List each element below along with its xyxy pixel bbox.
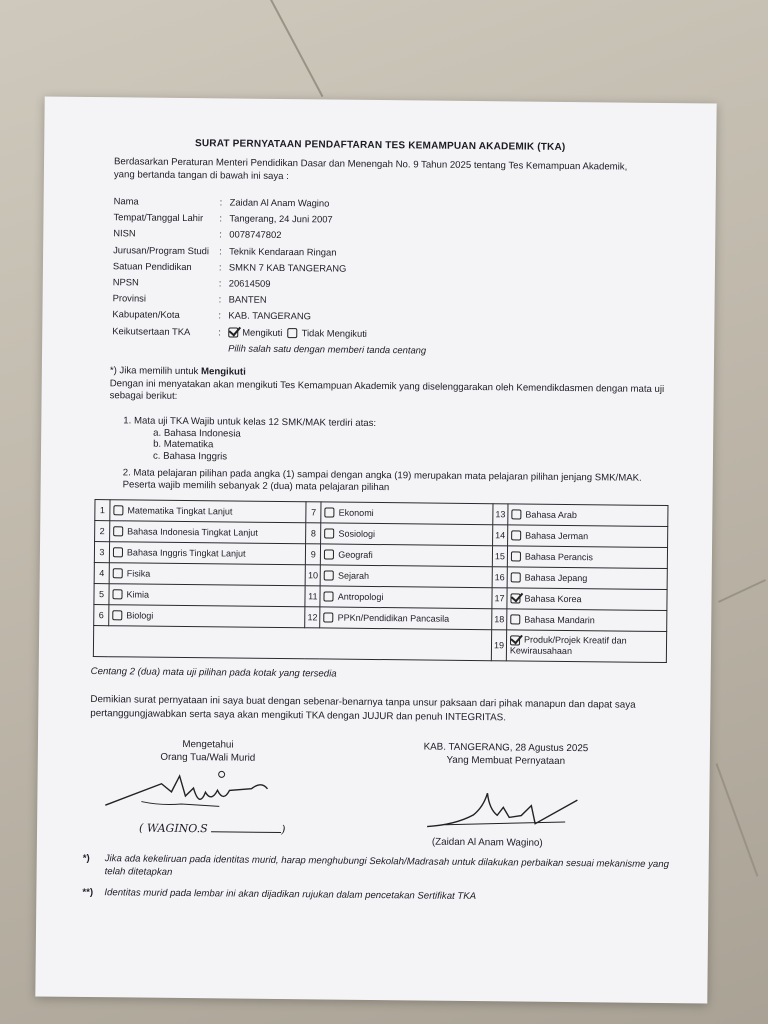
subject-checkbox[interactable] bbox=[324, 549, 334, 559]
tidak-mengikuti-checkbox[interactable] bbox=[288, 328, 298, 338]
student-signature-block: KAB. TANGERANG, 28 Agustus 2025 Yang Membuat Pernyataan bbox=[406, 740, 606, 768]
subject-checkbox[interactable] bbox=[113, 568, 123, 578]
list-item: c. Bahasa Inggris bbox=[152, 450, 228, 462]
footnote-1: *) Jika ada kekeliruan pada identitas murid, harap menghubungi Sekolah/Madrasah untuk dilakukan perbaikan sesuai mekanisme yang telah ditetapkan bbox=[82, 852, 670, 878]
table-row: 5 Kimia 11 Antropologi 17 Bahasa Korea bbox=[94, 584, 667, 611]
table-caption: Centang 2 (dua) mata uji pilihan pada kotak yang tersedia bbox=[90, 666, 337, 680]
identity-block bbox=[112, 195, 427, 357]
subject-checkbox[interactable] bbox=[113, 547, 123, 557]
subject-name: Bahasa Indonesia Tingkat Lanjut bbox=[127, 526, 258, 538]
parent-signature-block: Mengetahui Orang Tua/Wali Murid bbox=[160, 738, 256, 764]
identity-label: Tempat/Tanggal Lahir bbox=[113, 211, 204, 224]
section-mengikuti: *) Jika memilih untuk Mengikuti Dengan ini menyatakan akan mengikuti Tes Kemampuan Akademik yang diselenggarakan oleh Kemendikdasmen dengan mata uji sebagai berikut: bbox=[110, 365, 670, 408]
table-row: 3 Bahasa Inggris Tingkat Lanjut 9 Geografi 15 Bahasa Perancis bbox=[94, 542, 667, 569]
table-row: 1 Matematika Tingkat Lanjut 7 Ekonomi 13 Bahasa Arab bbox=[95, 500, 668, 527]
identity-label: Satuan Pendidikan bbox=[112, 259, 192, 272]
subject-checkbox[interactable] bbox=[113, 526, 123, 536]
subject-checkbox[interactable] bbox=[511, 509, 521, 519]
identity-value: BANTEN bbox=[228, 293, 267, 305]
subject-name: Antropologi bbox=[337, 591, 384, 603]
table-row: 4 Fisika 10 Sejarah 16 Bahasa Jepang bbox=[94, 563, 667, 590]
identity-value: Teknik Kendaraan Ringan bbox=[229, 245, 337, 258]
floor-tile-seam bbox=[270, 0, 323, 97]
table-row: 2 Bahasa Indonesia Tingkat Lanjut 8 Sosiologi 14 Bahasa Jerman bbox=[95, 521, 668, 548]
identity-value: 0078747802 bbox=[229, 228, 282, 241]
identity-value: 20614509 bbox=[228, 277, 271, 289]
parent-signature-drawing bbox=[101, 761, 282, 823]
identity-label: Provinsi bbox=[112, 292, 147, 304]
subject-checkbox[interactable] bbox=[511, 551, 521, 561]
identity-value: Tangerang, 24 Juni 2007 bbox=[229, 212, 333, 225]
closing-statement: Demikian surat pernyataan ini saya buat dengan sebenar-benarnya tanpa unsur paksaan dari pihak manapun dan dapat saya pertanggungjawabkan serta saya akan mengikuti TKA dengan JUJUR dan penuh INTEGRITAS. bbox=[90, 694, 636, 724]
parent-name: ( WAGINO.S ) bbox=[139, 821, 286, 837]
tidak-mengikuti-label: Tidak Mengikuti bbox=[301, 326, 367, 339]
subject-checkbox[interactable] bbox=[510, 614, 520, 624]
subject-checkbox[interactable] bbox=[511, 572, 521, 582]
table-row: 19 Produk/Projek Kreatif dan Kewirausahaan bbox=[93, 626, 666, 663]
subject-checkbox[interactable] bbox=[112, 610, 122, 620]
mengikuti-label: Mengikuti bbox=[242, 326, 283, 338]
subject-name: Sejarah bbox=[337, 570, 370, 581]
identity-label: Nama bbox=[113, 195, 139, 207]
subject-checkbox[interactable] bbox=[510, 635, 520, 645]
subject-name: Matematika Tingkat Lanjut bbox=[127, 505, 233, 517]
identity-label: Kabupaten/Kota bbox=[112, 308, 180, 321]
subject-name: Bahasa Arab bbox=[525, 509, 577, 521]
identity-value: Zaidan Al Anam Wagino bbox=[229, 196, 330, 209]
student-signature-drawing bbox=[425, 785, 586, 839]
mengikuti-emphasis: Mengikuti bbox=[200, 366, 246, 378]
subject-name: Bahasa Jerman bbox=[525, 530, 589, 542]
subject-table bbox=[93, 499, 669, 663]
student-name: (Zaidan Al Anam Wagino) bbox=[431, 836, 543, 849]
floor-tile-seam bbox=[716, 763, 759, 876]
footnote-2: **) Identitas murid pada lembar ini akan dijadikan rujukan dalam pencetakan Sertifikat TKA bbox=[82, 886, 477, 903]
subject-checkbox[interactable] bbox=[324, 570, 334, 580]
floor-tile-seam bbox=[718, 579, 766, 603]
subject-name: Biologi bbox=[126, 610, 154, 621]
mandatory-subjects-list: 1. Mata uji TKA Wajib untuk kelas 12 SMK/MAK terdiri atas: a. Bahasa Indonesia b. Matematika c. Bahasa Inggris bbox=[123, 415, 376, 464]
subject-checkbox[interactable] bbox=[511, 530, 521, 540]
subject-name: Bahasa Jepang bbox=[524, 572, 588, 584]
list-item: b. Matematika bbox=[153, 438, 214, 451]
document-title: SURAT PERNYATAAN PENDAFTARAN TES KEMAMPUAN AKADEMIK (TKA) bbox=[194, 138, 566, 153]
sign-date: KAB. TANGERANG, 28 Agustus 2025 bbox=[423, 741, 589, 755]
document-paper bbox=[35, 97, 716, 1004]
subject-name: Bahasa Perancis bbox=[524, 551, 594, 563]
subject-name: Geografi bbox=[338, 549, 373, 560]
subject-name: PPKn/Pendidikan Pancasila bbox=[337, 612, 450, 624]
identity-label: Jurusan/Program Studi bbox=[113, 243, 210, 256]
subject-name: Fisika bbox=[126, 568, 151, 579]
intro-text: Berdasarkan Peraturan Menteri Pendidikan Dasar dan Menengah No. 9 Tahun 2025 tentang Tes Kemampuan Akademik, yang bertanda tangan di bawah ini saya : bbox=[113, 156, 628, 183]
subject-checkbox[interactable] bbox=[324, 591, 334, 601]
list-item: a. Bahasa Indonesia bbox=[153, 427, 241, 440]
subject-checkbox[interactable] bbox=[113, 505, 123, 515]
subject-name: Sosiologi bbox=[338, 528, 376, 539]
subject-name: Bahasa Mandarin bbox=[524, 614, 595, 626]
elective-instruction: 2. Mata pelajaran pilihan pada angka (1) sampai dengan angka (19) merupakan mata pelajaran pilihan jenjang SMK/MAK. Peserta wajib memilih sebanyak 2 (dua) mata pelajaran pilihan bbox=[122, 467, 642, 494]
subject-checkbox[interactable] bbox=[510, 593, 520, 603]
subject-checkbox[interactable] bbox=[112, 589, 122, 599]
table-row: 6 Biologi 12 PPKn/Pendidikan Pancasila 18 Bahasa Mandarin bbox=[94, 605, 667, 632]
subject-name: Kimia bbox=[126, 589, 150, 600]
subject-checkbox[interactable] bbox=[325, 507, 335, 517]
subject-name: Bahasa Korea bbox=[524, 593, 582, 605]
participation-label: Keikutsertaan TKA bbox=[112, 324, 191, 337]
identity-label: NPSN bbox=[112, 276, 139, 288]
subject-checkbox[interactable] bbox=[324, 528, 334, 538]
identity-value: KAB. TANGERANG bbox=[228, 309, 311, 322]
subject-checkbox[interactable] bbox=[324, 612, 334, 622]
participation-hint: Pilih salah satu dengan memberi tanda centang bbox=[228, 342, 427, 356]
subject-name: Bahasa Inggris Tingkat Lanjut bbox=[126, 547, 246, 559]
mengikuti-checkbox[interactable] bbox=[228, 327, 238, 337]
section-body: Dengan ini menyatakan akan mengikuti Tes Kemampuan Akademik yang diselenggarakan oleh Kemendikdasmen dengan mata uji sebagai berikut: bbox=[109, 377, 665, 402]
subject-name: Ekonomi bbox=[338, 507, 374, 518]
identity-label: NISN bbox=[113, 227, 136, 239]
identity-value: SMKN 7 KAB TANGERANG bbox=[228, 261, 347, 274]
